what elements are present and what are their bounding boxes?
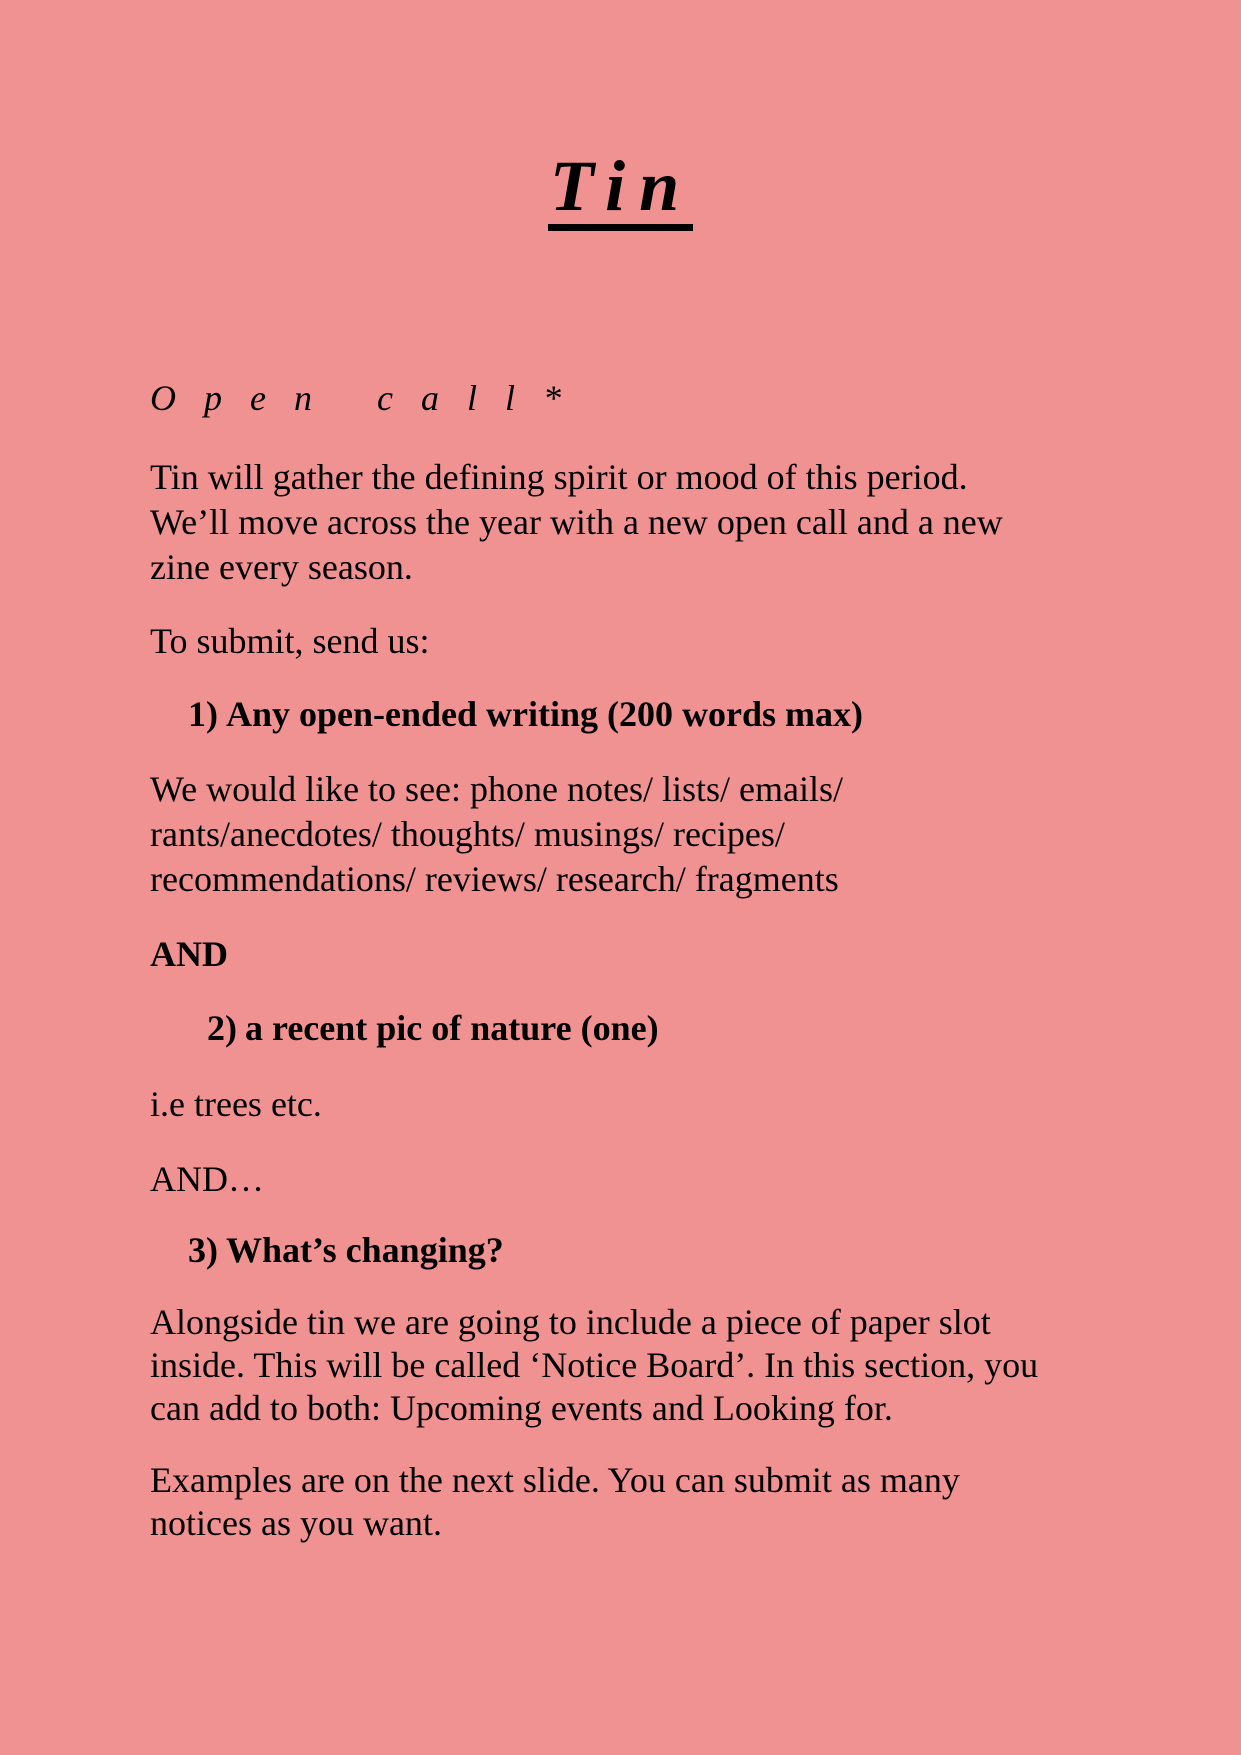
examples-line: recommendations/ reviews/ research/ fragments [150, 859, 839, 899]
intro-paragraph [150, 455, 1003, 590]
list-item-nature [207, 1006, 659, 1051]
notice-board-paragraph [150, 1301, 1038, 1430]
list-number: 3) [188, 1230, 218, 1270]
list-number: 2) [207, 1008, 237, 1048]
list-text: What’s changing? [226, 1230, 504, 1270]
examples-line: rants/anecdotes/ thoughts/ musings/ recipes/ [150, 814, 785, 854]
and-separator: AND [150, 934, 228, 974]
list-text: Any open-ended writing (200 words max) [226, 694, 864, 734]
submit-label: To submit, send us: [150, 621, 430, 661]
notice-line: can add to both: Upcoming events and Looking for. [150, 1388, 893, 1428]
list-item-writing [188, 692, 863, 737]
closing-paragraph [150, 1459, 960, 1545]
nature-example: i.e trees etc. [150, 1084, 322, 1124]
page-title: Tin [548, 150, 693, 231]
list-item-changing [188, 1228, 504, 1273]
intro-line: zine every season. [150, 547, 413, 587]
list-text: a recent pic of nature (one) [245, 1008, 659, 1048]
notice-line: Alongside tin we are going to include a piece of paper slot [150, 1302, 991, 1342]
document-page [150, 0, 1110, 1755]
examples-paragraph [150, 767, 843, 902]
and-ellipsis: AND… [150, 1159, 264, 1199]
list-number: 1) [188, 694, 218, 734]
closing-line: notices as you want. [150, 1503, 442, 1543]
open-call-subtitle: Open call* [150, 378, 589, 418]
notice-line: inside. This will be called ‘Notice Board’. In this section, you [150, 1345, 1039, 1385]
examples-line: We would like to see: phone notes/ lists/ emails/ [150, 769, 843, 809]
title-block [150, 146, 1091, 231]
intro-line: Tin will gather the defining spirit or mood of this period. [150, 457, 968, 497]
intro-line: We’ll move across the year with a new open call and a new [150, 502, 1003, 542]
closing-line: Examples are on the next slide. You can submit as many [150, 1460, 960, 1500]
